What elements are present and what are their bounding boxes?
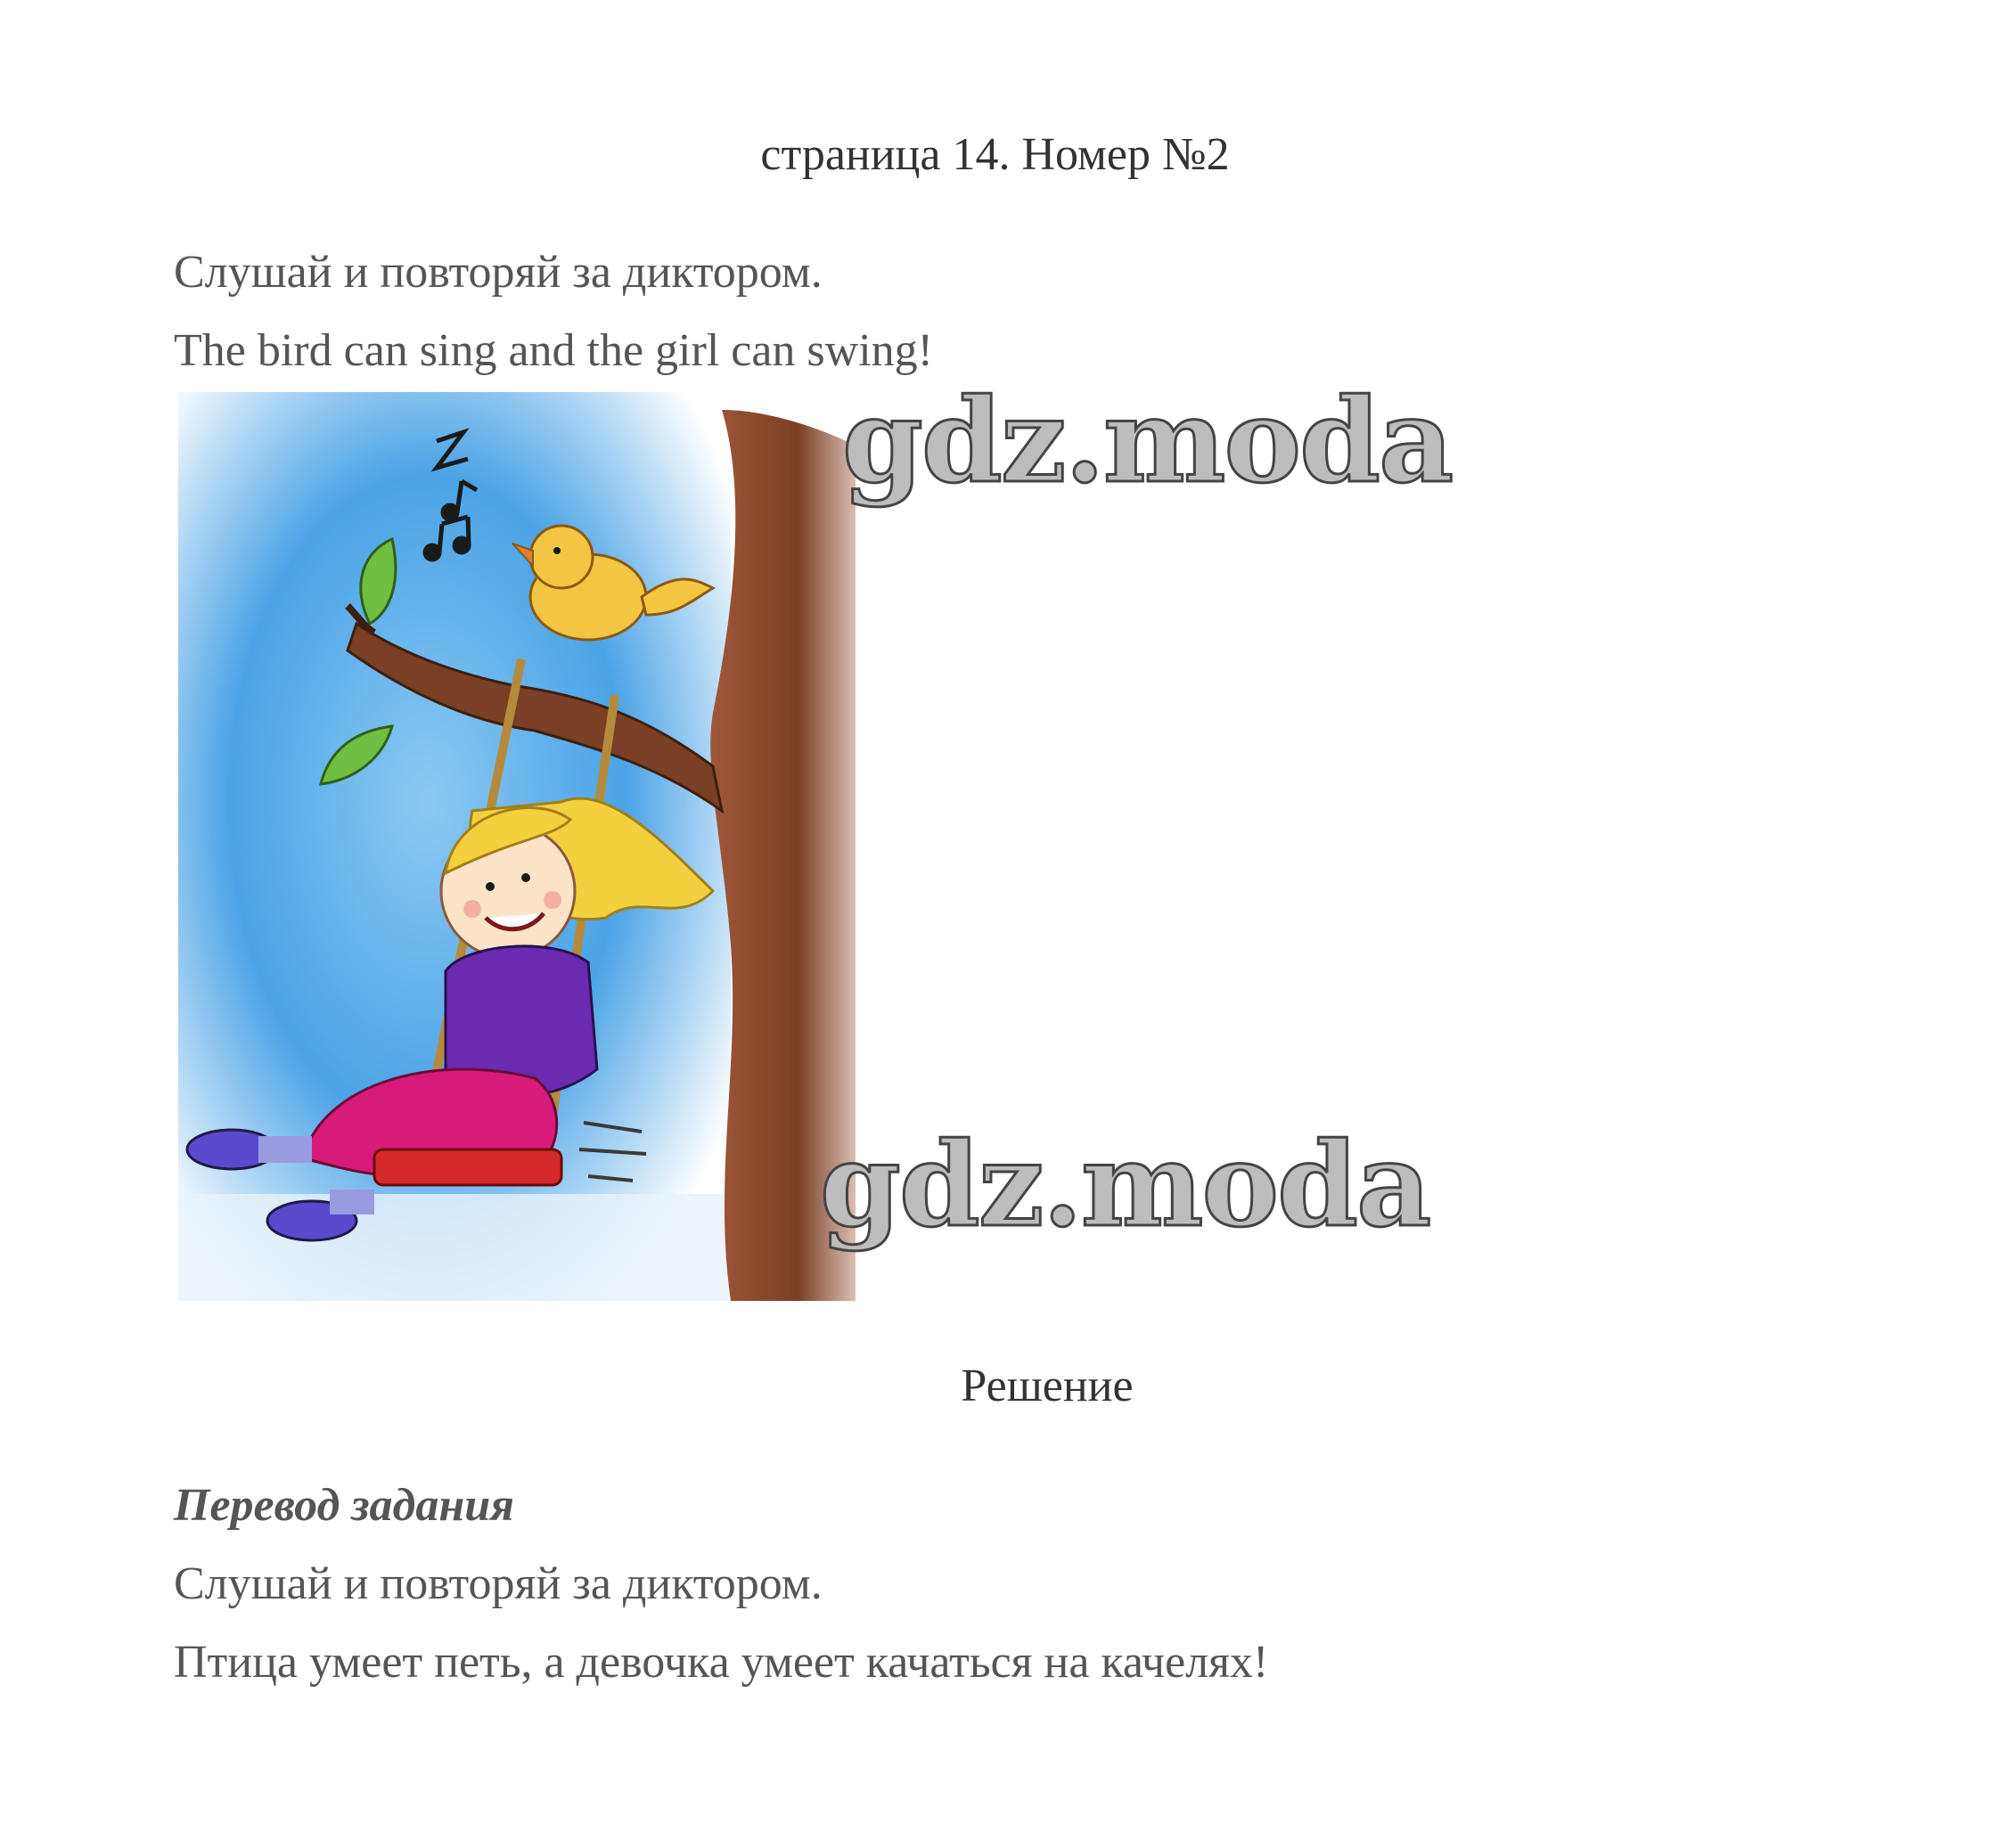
page-title: страница 14. Номер №2 — [760, 129, 1230, 180]
solution-heading: Решение — [961, 1361, 1134, 1411]
task-instruction: Слушай и повторяй за диктором. — [174, 247, 823, 298]
bird-and-swing-illustration — [178, 392, 856, 1301]
swing-seat — [374, 1149, 561, 1185]
translation-instruction: Слушай и повторяй за диктором. — [174, 1558, 823, 1609]
watermark-top: gdz.moda — [842, 372, 1453, 509]
translation-sentence: Птица умеет петь, а девочка умеет качаться на качелях! — [174, 1637, 1269, 1688]
translation-heading: Перевод задания — [174, 1480, 514, 1531]
watermark-bottom: gdz.moda — [820, 1116, 1430, 1253]
task-sentence: The bird can sing and the girl can swing! — [174, 325, 933, 376]
